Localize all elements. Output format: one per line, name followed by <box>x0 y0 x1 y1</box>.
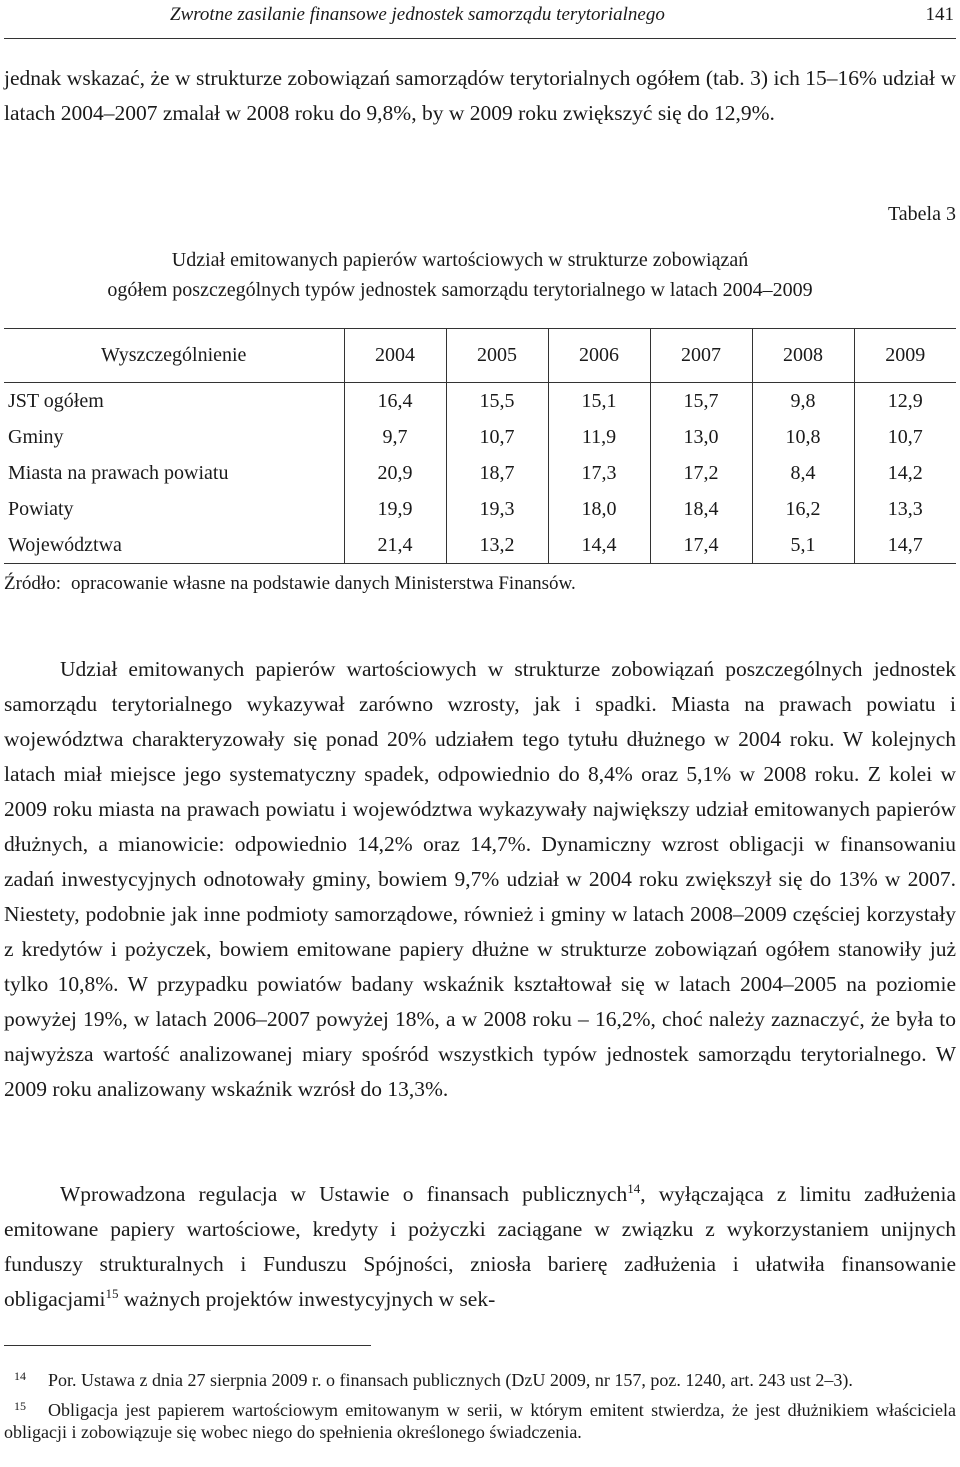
table-cell: 21,4 <box>344 527 446 564</box>
footnote-number: 15 <box>14 1399 26 1413</box>
table-cell: 18,0 <box>548 491 650 527</box>
table-cell: 16,2 <box>752 491 854 527</box>
table-label: Tabela 3 <box>887 203 956 225</box>
data-table <box>4 328 956 564</box>
table-cell: 15,1 <box>548 383 650 420</box>
table-title-line-1: Udział emitowanych papierów wartościowych w strukturze zobowiązań <box>171 249 749 271</box>
table-cell: 13,3 <box>854 491 956 527</box>
table-cell: 10,7 <box>446 419 548 455</box>
table-row <box>4 455 956 491</box>
footnote-divider <box>4 1345 371 1346</box>
row-label: Powiaty <box>8 497 74 520</box>
column-header: 2006 <box>548 329 650 383</box>
main-paragraph: Udział emitowanych papierów wartościowych w strukturze zobowiązań poszczególnych jednostek samorządu terytorialnego wykazywał zarówno wzrosty, jak i spadki. Miasta na prawach powiatu i województwa charakteryzowały się ponad 20% udziałem tego tytułu dłużnego w 2004 roku. W kolejnych latach miał miejsce jego systematyczny spadek, odpowiednio do 8,4% oraz 5,1% w 2008 roku. Z kolei w 2009 roku miasta na prawach powiatu i województwa wykazywały największy udział emitowanych papierów dłużnych, a mianowicie: odpowiednio 14,2% oraz 14,7%. Dynamiczny wzrost obligacji w finansowaniu zadań inwestycyjnych odnotowały gminy, bowiem 9,7% udział w 2004 roku zwiększył się do 13% w 2007. Niestety, podobnie jak inne podmioty samorządowe, również i gminy w latach 2008–2009 częściej korzystały z kredytów i pożyczek, bowiem emitowane papiery dłużne w strukturze zobowiązań ogółem stanowiły już tylko 10,8%. W przypadku powiatów badany wskaźnik kształtował się w latach 2004–2005 na poziomie powyżej 19%, w latach 2006–2007 powyżej 18%, a w 2008 roku – 16,2%, choć należy zaznaczyć, że była to najwyższa wartość analizowanej miary spośród wszystkich typów jednostek samorządu terytorialnego. W 2009 roku analizowany wskaźnik wzrósł do 13,3%. <box>4 657 956 1101</box>
footnote-ref-15[interactable]: 15 <box>105 1286 119 1301</box>
table-header-row <box>4 329 956 383</box>
footnote-15 <box>4 1395 956 1443</box>
intro-paragraph: jednak wskazać, że w strukturze zobowiązań samorządów terytorialnych ogółem (tab. 3) ich 15–16% udział w latach 2004–2007 zmalał w 2008 roku do 9,8%, by w 2009 roku zwiększyć się do 12,9%. <box>4 66 956 125</box>
table-cell: 13,2 <box>446 527 548 564</box>
column-header: 2004 <box>344 329 446 383</box>
table-cell: 16,4 <box>344 383 446 420</box>
table-cell: 10,8 <box>752 419 854 455</box>
table-cell: 14,7 <box>854 527 956 564</box>
column-header: 2005 <box>446 329 548 383</box>
table-cell: 17,2 <box>650 455 752 491</box>
row-label: JST ogółem <box>8 389 104 412</box>
running-header-title: Zwrotne zasilanie finansowe jednostek samorządu terytorialnego <box>170 4 665 25</box>
row-label: Województwa <box>4 527 344 564</box>
source-label: Źródło: <box>4 573 61 594</box>
page-number: 141 <box>925 4 954 25</box>
table-cell: 15,5 <box>446 383 548 420</box>
column-header: Wyszczególnienie <box>4 329 344 383</box>
row-label: Miasta na prawach powiatu <box>8 461 229 484</box>
table-row <box>4 491 956 527</box>
table-cell: 17,3 <box>548 455 650 491</box>
table-title <box>4 245 916 305</box>
footnote-number: 14 <box>14 1369 26 1383</box>
second-paragraph-part-1: Wprowadzona regulacja w Ustawie o finansach publicznych <box>60 1182 628 1206</box>
footnote-ref-14[interactable]: 14 <box>627 1181 641 1196</box>
column-header: 2009 <box>854 329 956 383</box>
table-cell: 18,7 <box>446 455 548 491</box>
table-cell: 14,4 <box>548 527 650 564</box>
table-cell: 15,7 <box>650 383 752 420</box>
table-row <box>4 383 956 420</box>
header-divider <box>4 38 956 39</box>
table-cell: 9,8 <box>752 383 854 420</box>
second-paragraph-part-2: , wyłączająca z limitu zadłużenia emitowane papiery wartościowe, kredyty i pożyczki zaciągane w związku z wykorzystaniem unijnych funduszy strukturalnych i Funduszu Spójności, zniosła barierę zadłużenia i ułatwiła finansowanie obligacjami <box>4 1182 957 1311</box>
running-header <box>170 4 956 26</box>
footnote-14 <box>4 1365 956 1391</box>
table-cell: 10,7 <box>854 419 956 455</box>
table-cell: 17,4 <box>650 527 752 564</box>
table-cell: 5,1 <box>752 527 854 564</box>
table-cell: 8,4 <box>752 455 854 491</box>
column-header: 2007 <box>650 329 752 383</box>
table-cell: 9,7 <box>344 419 446 455</box>
source-text: opracowanie własne na podstawie danych Ministerstwa Finansów. <box>71 573 576 594</box>
second-paragraph <box>4 1177 956 1317</box>
table-row <box>4 527 956 564</box>
table-row <box>4 419 956 455</box>
table-cell: 18,4 <box>650 491 752 527</box>
table-title-line-2: ogółem poszczególnych typów jednostek samorządu terytorialnego w latach 2004–2009 <box>107 279 813 301</box>
footnotes <box>4 1365 956 1447</box>
row-label: Gminy <box>8 425 64 448</box>
second-paragraph-part-3: ważnych projektów inwestycyjnych w sek- <box>118 1287 496 1311</box>
table-cell: 13,0 <box>650 419 752 455</box>
column-header: 2008 <box>752 329 854 383</box>
table-source <box>4 573 576 595</box>
table-cell: 19,9 <box>344 491 446 527</box>
footnote-text: Por. Ustawa z dnia 27 sierpnia 2009 r. o finansach publicznych (DzU 2009, nr 157, poz. 1240, art. 243 ust 2–3). <box>48 1370 853 1390</box>
table-cell: 20,9 <box>344 455 446 491</box>
table-cell: 19,3 <box>446 491 548 527</box>
table-cell: 11,9 <box>548 419 650 455</box>
footnote-text: Obligacja jest papierem wartościowym emitowanym w serii, w którym emitent stwierdza, że jest dłużnikiem właściciela obligacji i zobowiązuje się wobec niego do spełnienia określonego świadczenia. <box>4 1400 956 1442</box>
table-cell: 12,9 <box>854 383 956 420</box>
table-cell: 14,2 <box>854 455 956 491</box>
